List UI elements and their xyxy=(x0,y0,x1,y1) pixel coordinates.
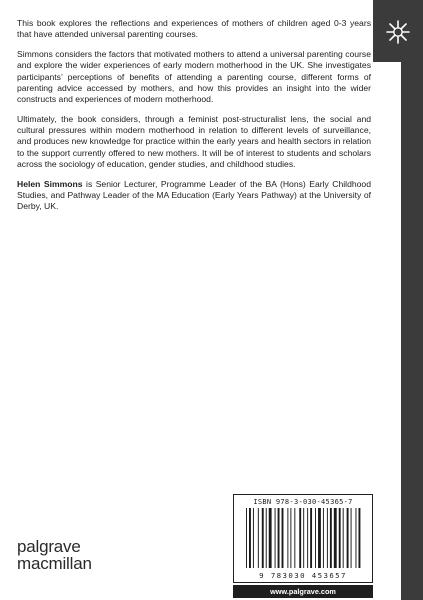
barcode-bar xyxy=(359,508,361,568)
blurb-paragraph: Simmons considers the factors that motivated mothers to attend a universal parenting course and explore the wider experiences of early modern motherhood in the UK. She investigates participants’ perceptions of benefits of attending a parenting course, different forms of parenting advice accessed by mothers, and how this provides an insight into the wider constructs and experiences of modern motherhood. xyxy=(17,49,371,104)
publisher-name-line1: palgrave xyxy=(17,537,81,556)
barcode-bar xyxy=(334,508,337,568)
barcode-icon xyxy=(244,508,364,570)
barcode-bar xyxy=(310,508,312,568)
barcode-bar xyxy=(287,508,288,568)
barcode-bar xyxy=(343,508,344,568)
barcode-bar xyxy=(275,508,276,568)
barcode-bar xyxy=(249,508,251,568)
spine-strip xyxy=(401,0,423,600)
blurb-paragraph: Ultimately, the book considers, through a feminist post-structuralist lens, the social and cultural pressures within modern motherhood in relation to different levels of surveillance, and produces new knowledge for practice within the early years and health sectors in relation to the support currently offered to new mothers. It will be of interest to students and scholars across the sociology of education, gender studies, and childhood studies. xyxy=(17,114,371,169)
blurb-paragraph: This book explores the reflections and experiences of mothers of children aged 0-3 years that have attended universal parenting courses. xyxy=(17,18,371,40)
publisher-wordmark xyxy=(17,538,92,572)
barcode-bar xyxy=(246,508,247,568)
barcode-bar xyxy=(253,508,254,568)
barcode-bar xyxy=(307,508,308,568)
author-bio-text: is Senior Lecturer, Programme Leader of the BA (Hons) Early Childhood Studies, and Pathway Leader of the MA Education (Early Years Pathway) at the University of Derby, UK. xyxy=(17,178,371,212)
barcode-bar xyxy=(356,508,357,568)
barcode-bar xyxy=(290,508,291,568)
isbn-label: ISBN 978-3-030-45365-7 xyxy=(253,498,353,506)
barcode-bar xyxy=(282,508,284,568)
barcode-bar xyxy=(266,508,267,568)
barcode-bar xyxy=(339,508,341,568)
barcode-box xyxy=(233,494,373,583)
barcode-digits: 9 783030 453657 xyxy=(259,571,347,580)
barcode-bar xyxy=(258,508,259,568)
barcode-bar xyxy=(327,508,328,568)
barcode-bar xyxy=(262,508,264,568)
publisher-logo-box xyxy=(373,0,423,62)
publisher-name-line2: macmillan xyxy=(17,554,92,573)
author-name: Helen Simmons xyxy=(17,178,83,189)
barcode-bar xyxy=(318,508,321,568)
barcode-bar xyxy=(299,508,301,568)
barcode-bar xyxy=(269,508,272,568)
author-bio xyxy=(17,179,371,212)
palgrave-star-logo-icon xyxy=(385,19,411,45)
barcode-bar xyxy=(294,508,295,568)
publisher-url: www.palgrave.com xyxy=(233,585,373,598)
barcode-bar xyxy=(323,508,324,568)
barcode-bar xyxy=(315,508,316,568)
barcode-bar xyxy=(330,508,332,568)
barcode-bar xyxy=(351,508,352,568)
barcode-bar xyxy=(347,508,349,568)
barcode-bar xyxy=(278,508,280,568)
blurb-text xyxy=(17,18,371,221)
barcode-bar xyxy=(303,508,304,568)
